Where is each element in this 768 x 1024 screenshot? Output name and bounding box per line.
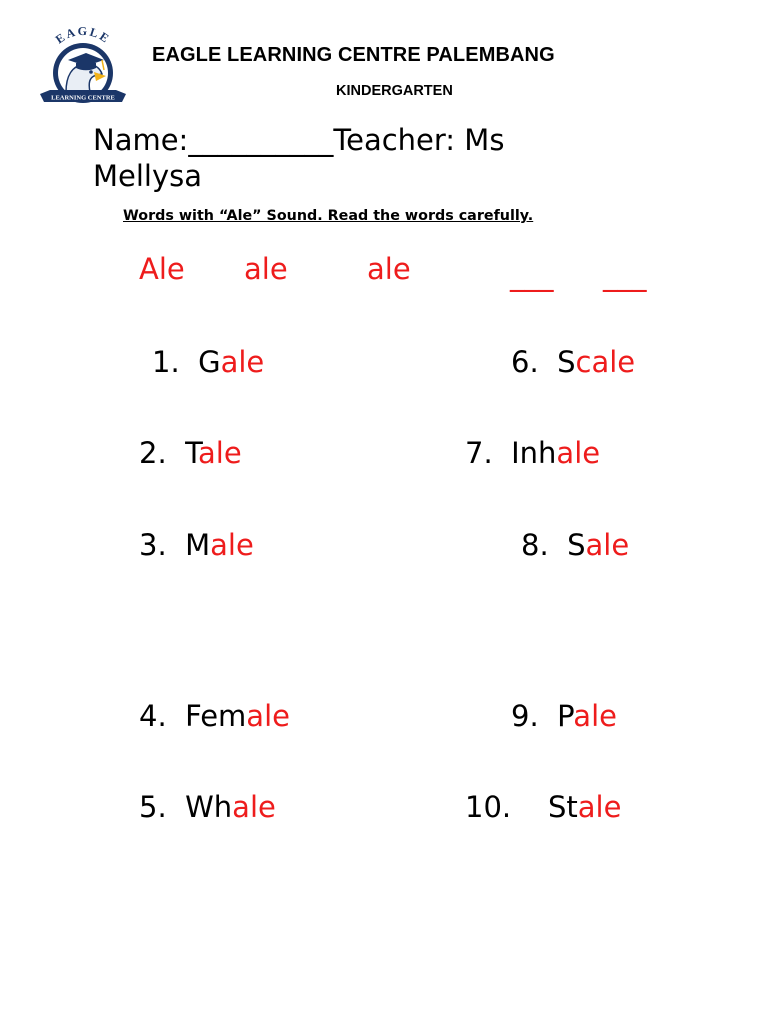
word-prefix: T [185,436,199,470]
word-item-5 [139,789,276,825]
word-prefix: Inh [511,436,557,470]
word-prefix: S [567,528,586,562]
word-number: 1. [152,345,180,379]
name-teacher-line: Name:__________Teacher: Ms [93,123,505,157]
class-level: KINDERGARTEN [336,83,453,99]
word-number: 10. [465,790,512,824]
word-number: 6. [511,345,539,379]
word-suffix: ale [198,436,242,470]
word-item-9 [511,698,617,734]
word-suffix: ale [220,345,265,379]
word-item-10 [465,789,621,825]
word-number: 9. [511,699,539,733]
answer-blank-1: ___ [510,258,554,292]
word-suffix: ale [232,790,276,824]
word-prefix: Wh [185,790,233,824]
word-item-4 [139,698,290,734]
logo-banner-text: LEARNING CENTRE [51,94,115,102]
word-prefix: M [185,528,211,562]
answer-blank-2: ___ [603,258,647,292]
word-prefix: S [557,345,576,379]
school-name: EAGLE LEARNING CENTRE PALEMBANG [152,44,555,66]
word-number: 8. [521,528,549,562]
word-item-8 [521,527,629,563]
teacher-name-continued: Mellysa [93,159,203,193]
word-item-6 [511,344,635,380]
word-suffix: cale [575,345,636,379]
word-suffix: ale [246,699,290,733]
word-suffix: ale [577,790,622,824]
word-item-7 [465,435,600,471]
word-number: 3. [139,528,167,562]
word-item-3 [139,527,254,563]
sound-form-2: ale [244,252,288,286]
word-prefix: St [548,790,578,824]
word-suffix: ale [585,528,630,562]
word-item-2 [139,435,242,471]
word-item-1 [152,344,264,380]
logo-eagle-text: EAGLE [52,26,114,47]
word-suffix: ale [210,528,254,562]
word-suffix: ale [556,436,601,470]
instruction-text: Words with “Ale” Sound. Read the words carefully. [123,208,534,224]
school-logo [36,26,130,116]
word-number: 7. [465,436,493,470]
word-prefix: Fem [185,699,247,733]
word-number: 4. [139,699,167,733]
word-prefix: G [198,345,221,379]
word-number: 2. [139,436,167,470]
word-prefix: P [557,699,574,733]
word-number: 5. [139,790,167,824]
sound-form-3: ale [367,252,411,286]
word-suffix: ale [573,699,617,733]
sound-form-1: Ale [139,252,185,286]
